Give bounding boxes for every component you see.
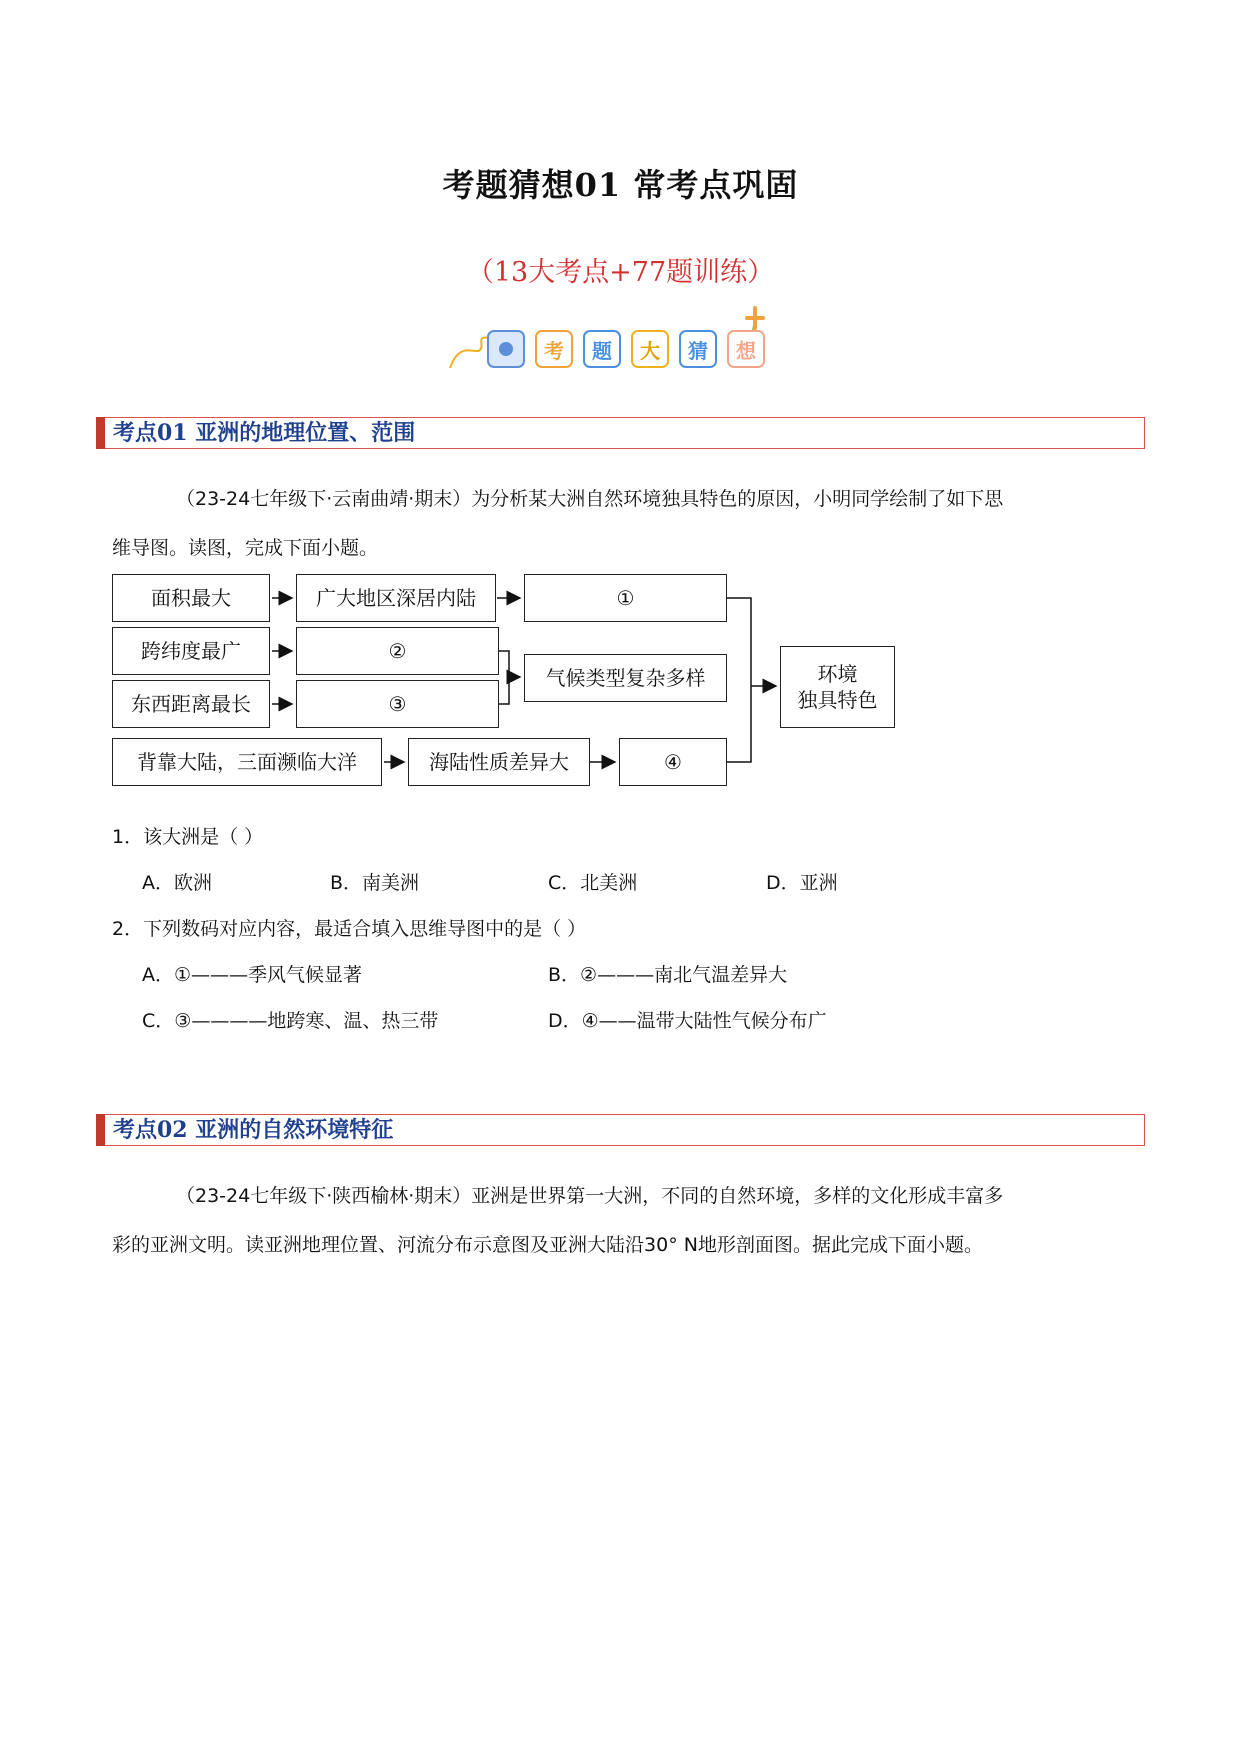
option-1c (548, 868, 637, 895)
question-number: 1． (112, 826, 144, 848)
section-header-1 (96, 417, 1145, 449)
option-letter: B． (330, 872, 363, 894)
question-2 (112, 914, 586, 941)
page-subtitle: （13大考点+77题训练） (466, 257, 775, 288)
section-title: 考点02 亚洲的自然环境特征 (113, 1117, 394, 1143)
question-number: 2． (112, 918, 144, 940)
option-text: 欧洲 (174, 872, 213, 894)
box-blank-2: ② (296, 627, 499, 675)
box-largest-area: 面积最大 (112, 574, 270, 622)
box-blank-1: ① (524, 574, 727, 622)
option-1b (330, 868, 419, 895)
badge-xiang: 想 (727, 330, 765, 368)
badge-dot (487, 330, 525, 368)
box-widest-latitude: 跨纬度最广 (112, 627, 270, 675)
section-header-2 (96, 1114, 1145, 1146)
option-text: 北美洲 (580, 872, 638, 894)
option-text: ①———季风气候显著 (174, 964, 363, 986)
result-line1: 环境 (817, 662, 858, 686)
option-text: 亚洲 (799, 872, 838, 894)
intro-line1: 亚洲是世界第一大洲，不同的自然环境，多样的文化形成丰富多 (471, 1185, 1004, 1207)
section-title: 考点01 亚洲的地理位置、范围 (113, 420, 416, 446)
section1-intro (112, 475, 1122, 573)
intro-line2: 维导图。读图，完成下面小题。 (112, 537, 379, 559)
option-1d (766, 868, 838, 895)
option-2a (142, 960, 362, 987)
option-letter: A． (142, 964, 174, 986)
intro-line2: 彩的亚洲文明。读亚洲地理位置、河流分布示意图及亚洲大陆沿 (112, 1234, 645, 1256)
option-1a (142, 868, 212, 895)
intro-source: （23-24七年级下·陕西榆林·期末） (176, 1185, 472, 1207)
section-marker (96, 1114, 105, 1146)
option-text: ②———南北气温差异大 (580, 964, 788, 986)
intro-line2-end: 地形剖面图。据此完成下面小题。 (697, 1234, 983, 1256)
mind-map (112, 574, 902, 794)
section2-intro (112, 1172, 1122, 1270)
badge-cai: 猜 (679, 330, 717, 368)
option-text: ④——温带大陆性气候分布广 (581, 1010, 827, 1032)
badge-ti: 题 (583, 330, 621, 368)
intro-source: （23-24七年级下·云南曲靖·期末） (176, 488, 472, 510)
question-stem: 该大洲是（ ） (143, 826, 264, 848)
question-stem: 下列数码对应内容，最适合填入思维导图中的是（ ） (143, 918, 587, 940)
option-2c (142, 1006, 438, 1033)
box-east-west: 东西距离最长 (112, 680, 270, 728)
option-letter: C． (548, 872, 581, 894)
badge-row (445, 300, 805, 390)
option-letter: B． (548, 964, 581, 986)
box-continent-ocean: 背靠大陆，三面濒临大洋 (112, 738, 382, 786)
latitude-label: 30° N (644, 1234, 698, 1256)
box-land-sea: 海陆性质差异大 (408, 738, 590, 786)
box-blank-4: ④ (619, 738, 727, 786)
box-result (780, 646, 895, 728)
box-inland: 广大地区深居内陆 (296, 574, 496, 622)
page-title: 考题猜想01 常考点巩固 (442, 166, 799, 204)
dot-icon (499, 342, 513, 356)
badge-da: 大 (631, 330, 669, 368)
option-text: ③————地跨寒、温、热三带 (174, 1010, 439, 1032)
badge-kao: 考 (535, 330, 573, 368)
option-text: 南美洲 (362, 872, 420, 894)
option-letter: D． (548, 1010, 582, 1032)
box-climate: 气候类型复杂多样 (524, 654, 727, 702)
result-line2: 独具特色 (797, 688, 878, 712)
intro-line1: 为分析某大洲自然环境独具特色的原因，小明同学绘制了如下思 (471, 488, 1004, 510)
section-marker (96, 417, 105, 449)
option-2b (548, 960, 787, 987)
box-blank-3: ③ (296, 680, 499, 728)
question-1 (112, 822, 263, 849)
option-2d (548, 1006, 827, 1033)
option-letter: D． (766, 872, 800, 894)
option-letter: C． (142, 1010, 175, 1032)
option-letter: A． (142, 872, 174, 894)
